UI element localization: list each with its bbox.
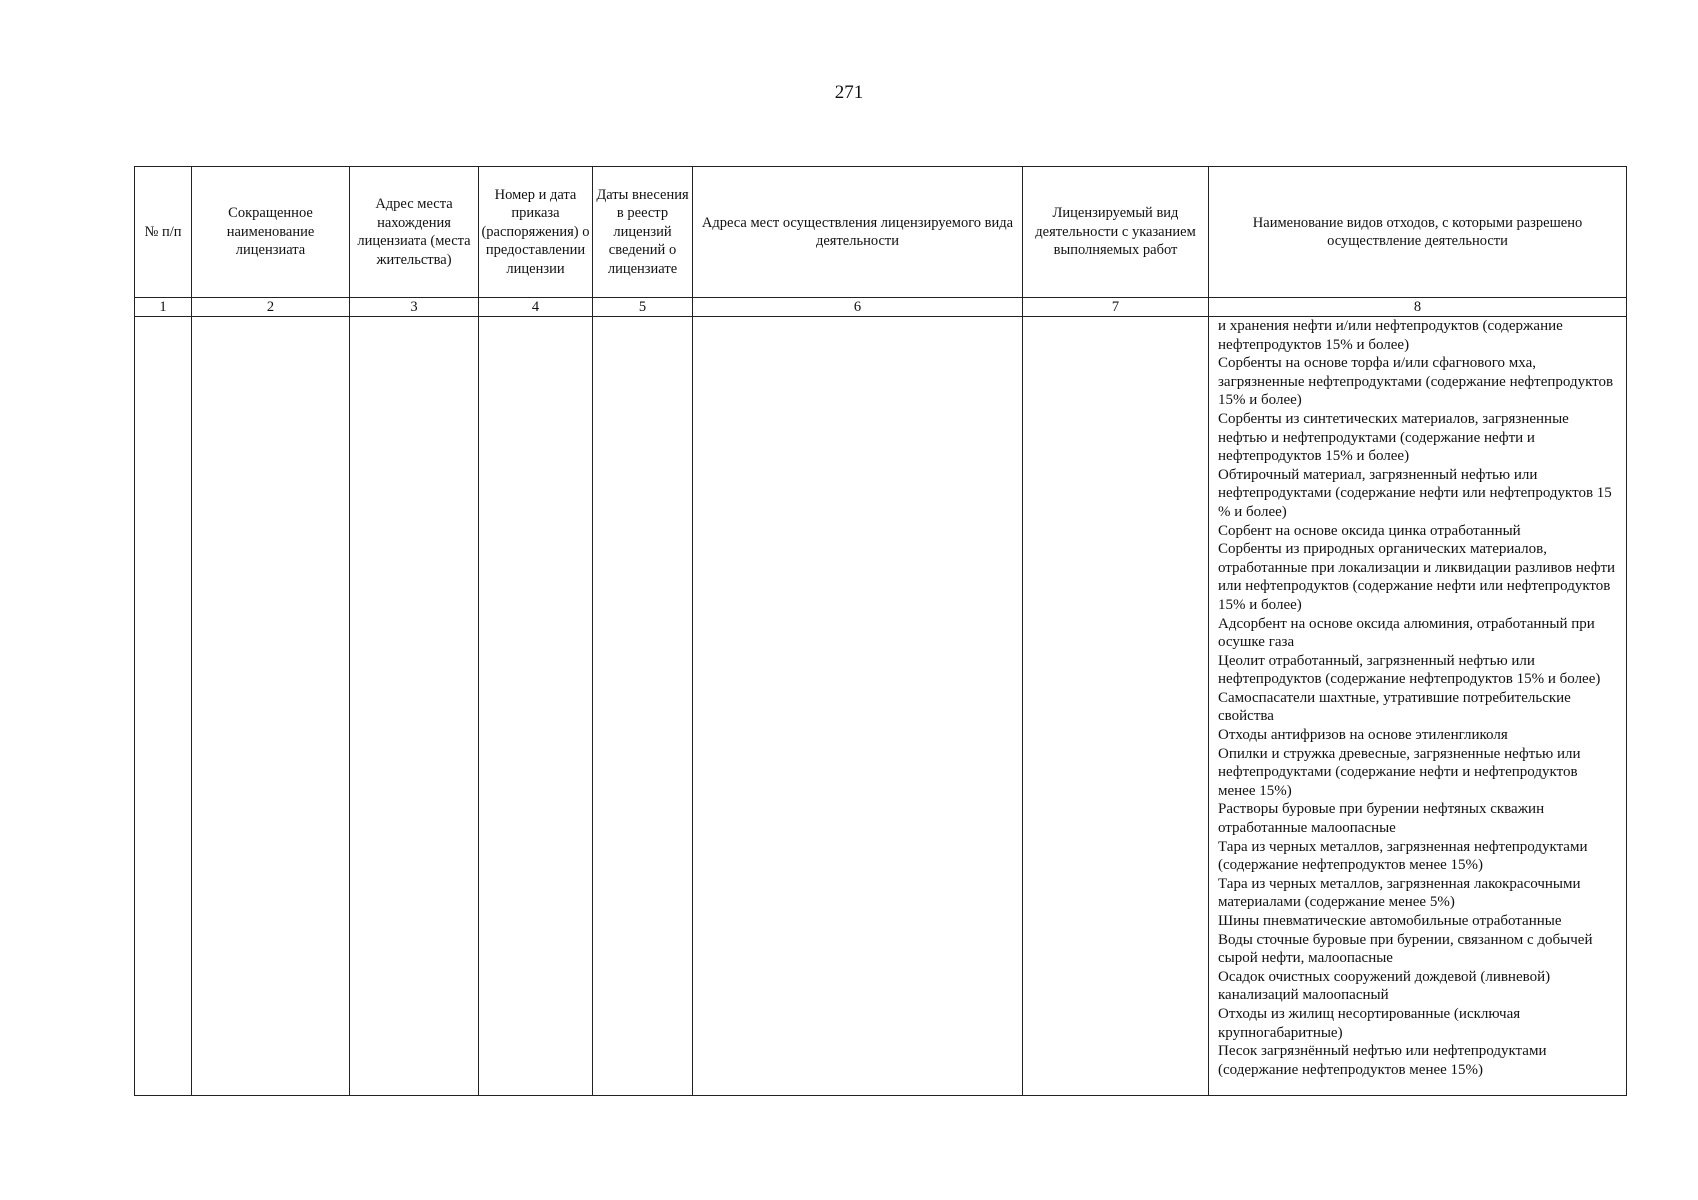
column-number: 4: [479, 298, 593, 317]
waste-item: Сорбенты на основе торфа и/или сфагнового мха, загрязненные нефтепродуктами (содержание нефтепродуктов 15% и более): [1218, 355, 1614, 409]
column-number: 2: [192, 298, 350, 317]
license-registry-table: [134, 166, 1627, 1096]
column-number: 3: [350, 298, 479, 317]
table-row: [135, 317, 1627, 1096]
waste-item: Сорбенты из природных органических материалов, отработанные при локализации и ликвидации разливов нефти или нефтепродуктов (содержание нефти или нефтепродуктов 15% и более): [1218, 541, 1616, 613]
cell-licensed-activity: [1023, 317, 1209, 1096]
waste-item: Адсорбент на основе оксида алюминия, отработанный при осушке газа: [1218, 615, 1595, 651]
waste-item: Растворы буровые при бурении нефтяных скважин отработанные малоопасные: [1218, 801, 1545, 837]
column-header-licensed-activity: Лицензируемый вид деятельности с указанием выполняемых работ: [1023, 167, 1209, 298]
column-header-waste-types: Наименование видов отходов, с которыми разрешено осуществление деятельности: [1209, 167, 1627, 298]
column-header-licensee-address: Адрес места нахождения лицензиата (места жительства): [350, 167, 479, 298]
cell-number: [135, 317, 192, 1096]
column-header-licensee-name: Сокращенное наименование лицензиата: [192, 167, 350, 298]
column-number: 7: [1023, 298, 1209, 317]
waste-item: Отходы из жилищ несортированные (исключая крупногабаритные): [1218, 1005, 1521, 1041]
waste-item: Осадок очистных сооружений дождевой (ливневой) канализаций малоопасный: [1218, 968, 1551, 1004]
column-number-row: [135, 298, 1627, 317]
waste-item: Шины пневматические автомобильные отработанные: [1218, 913, 1562, 929]
cell-activity-addresses: [693, 317, 1023, 1096]
waste-item: Тара из черных металлов, загрязненная нефтепродуктами (содержание нефтепродуктов менее 15%): [1218, 838, 1588, 874]
cell-waste-types: [1209, 317, 1627, 1096]
waste-item: и хранения нефти и/или нефтепродуктов (содержание нефтепродуктов 15% и более): [1218, 318, 1563, 353]
cell-licensee-address: [350, 317, 479, 1096]
column-number: 6: [693, 298, 1023, 317]
waste-item: Самоспасатели шахтные, утратившие потребительские свойства: [1218, 689, 1571, 725]
page-number: 271: [834, 82, 864, 103]
cell-registry-dates: [593, 317, 693, 1096]
table-header-row: [135, 167, 1627, 298]
waste-types-list: [1209, 317, 1626, 1079]
column-header-registry-dates: Даты внесения в реестр лицензий сведений о лицензиате: [593, 167, 693, 298]
column-number: 8: [1209, 298, 1627, 317]
waste-item: Цеолит отработанный, загрязненный нефтью или нефтепродуктов (содержание нефтепродуктов 15% и более): [1218, 652, 1601, 688]
column-header-order-number-date: Номер и дата приказа (распоряжения) о предоставлении лицензии: [479, 167, 593, 298]
waste-item: Опилки и стружка древесные, загрязненные нефтью или нефтепродуктами (содержание нефти и нефтепродуктов менее 15%): [1218, 745, 1581, 799]
column-number: 5: [593, 298, 693, 317]
cell-order-number-date: [479, 317, 593, 1096]
column-header-activity-addresses: Адреса мест осуществления лицензируемого вида деятельности: [693, 167, 1023, 298]
column-number: 1: [135, 298, 192, 317]
waste-item: Песок загрязнённый нефтью или нефтепродуктами (содержание нефтепродуктов менее 15%): [1218, 1043, 1547, 1078]
waste-item: Воды сточные буровые при бурении, связанном с добычей сырой нефти, малоопасные: [1218, 931, 1593, 967]
waste-item: Обтирочный материал, загрязненный нефтью или нефтепродуктами (содержание нефти или нефтепродуктов 15 % и более): [1218, 466, 1612, 520]
waste-item: Тара из черных металлов, загрязненная лакокрасочными материалами (содержание менее 5%): [1218, 875, 1581, 911]
waste-item: Сорбенты из синтетических материалов, загрязненные нефтью и нефтепродуктами (содержание нефти и нефтепродуктов 15% и более): [1218, 410, 1569, 465]
waste-item: Сорбент на основе оксида цинка отработанный: [1218, 522, 1521, 539]
column-header-number: № п/п: [135, 167, 192, 298]
cell-licensee-name: [192, 317, 350, 1096]
waste-item: Отходы антифризов на основе этиленгликоля: [1218, 727, 1508, 744]
